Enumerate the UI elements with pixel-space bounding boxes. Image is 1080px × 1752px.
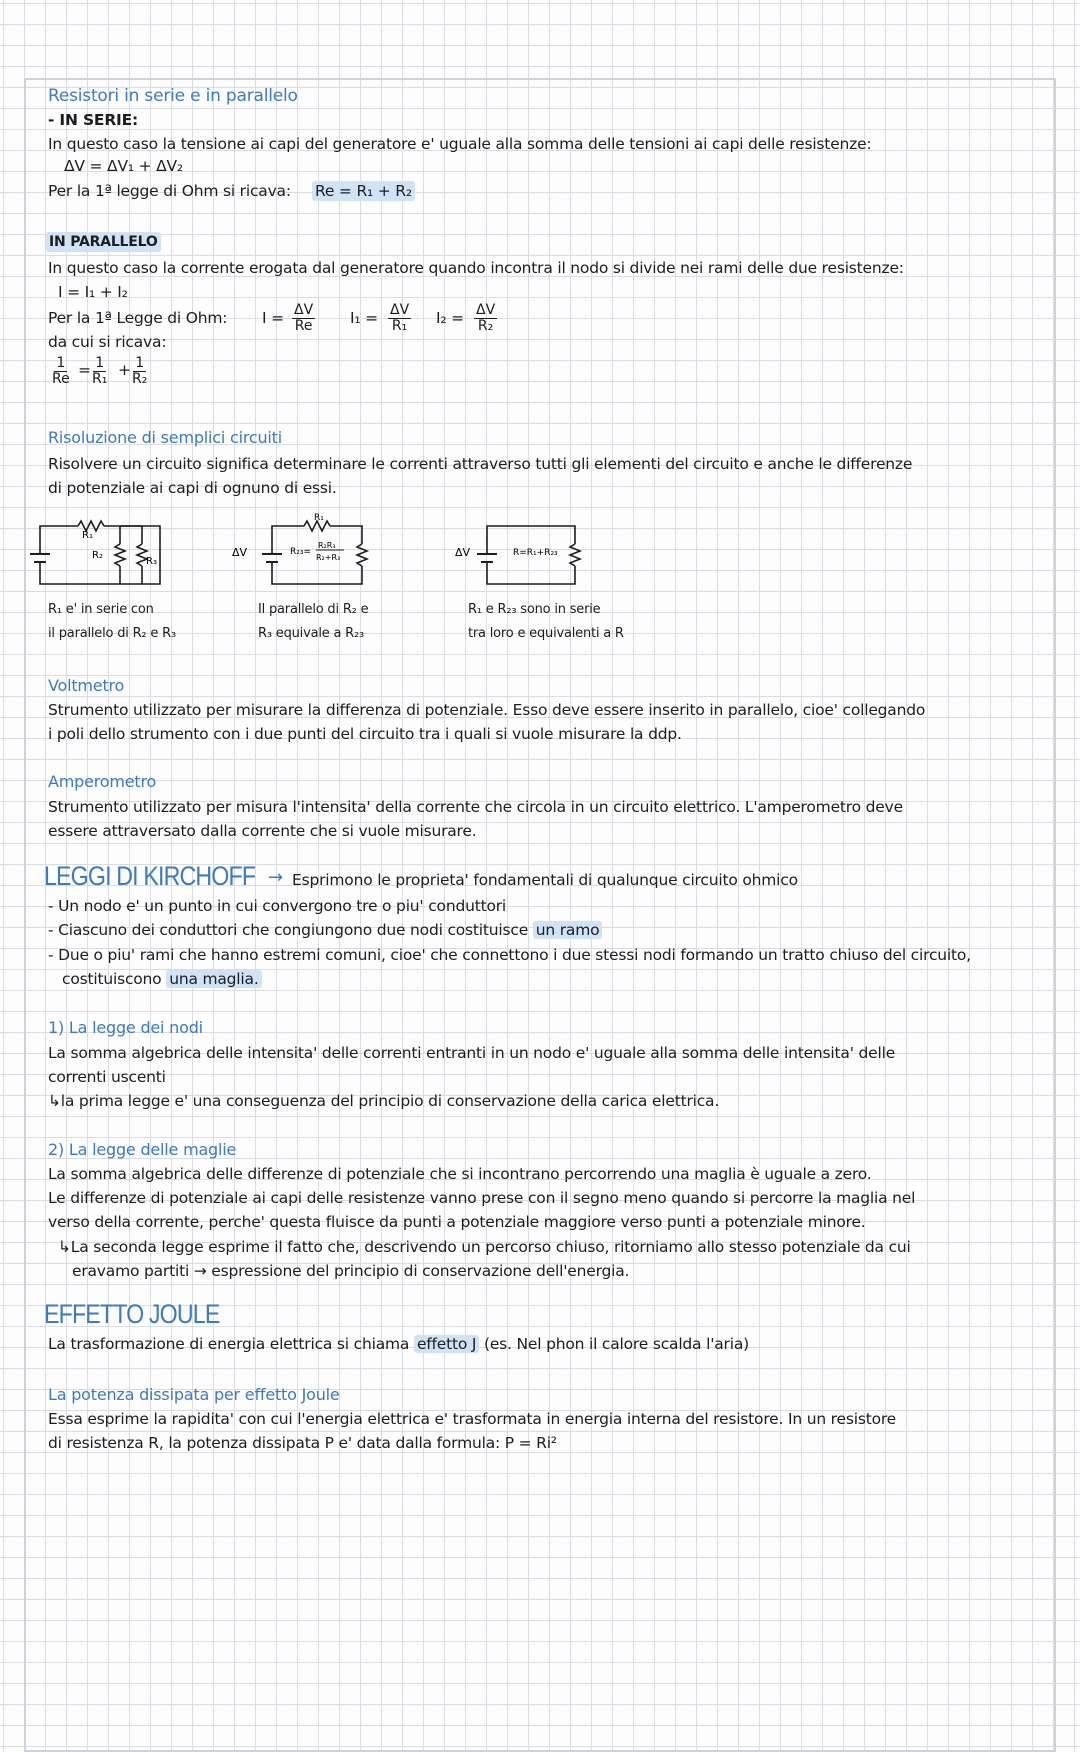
legge-nodi-line1: La somma algebrica delle intensita' delle correnti entranti in un nodo e' uguale alla somma delle intensita' delle — [48, 1044, 896, 1062]
potenza-line2: di resistenza R, la potenza dissipata P e' data dalla formula: P = Ri² — [48, 1434, 557, 1452]
kirchoff-bullet-nodo: - Un nodo e' un punto in cui convergono tre o piu' conduttori — [48, 897, 507, 915]
circuit2-caption1: Il parallelo di R₂ e — [258, 602, 369, 617]
eq-i1-lhs: I₁ = — [350, 309, 378, 327]
parallel-formula: I = I₁ + I₂ — [58, 283, 128, 301]
section-title-risoluzione: Risoluzione di semplici circuiti — [48, 428, 282, 447]
res-frac-c — [132, 356, 147, 387]
section-title-amperometro: Amperometro — [48, 772, 157, 791]
res-frac-c-num: 1 — [135, 355, 145, 371]
section-title-potenza-dissipata: La potenza dissipata per effetto Joule — [48, 1385, 340, 1404]
series-result: Re = R₁ + R₂ — [312, 181, 415, 201]
eq-i-num: ΔV — [294, 302, 314, 318]
res-frac-b-num: 1 — [95, 355, 105, 371]
kirchoff-bullet-maglia-text: costituiscono — [62, 970, 162, 988]
legge-maglie-line2: Le differenze di potenziale ai capi delle resistenze vanno prese con il segno meno quando si percorre la maglia nel — [48, 1189, 916, 1207]
c2-r23-num: R₂R₃ — [318, 541, 336, 550]
res-frac-a — [52, 356, 70, 387]
res-frac-c-den: R₂ — [132, 371, 148, 387]
section-title-legge-maglie: 2) La legge delle maglie — [48, 1140, 237, 1159]
risoluzione-line1: Risolvere un circuito significa determinare le correnti attraverso tutti gli elementi del circuito e anche le differenze — [48, 455, 913, 473]
legge-nodi-line3: ↳la prima legge e' una conseguenza del principio di conservazione della carica elettrica. — [48, 1092, 720, 1110]
c1-r3: R₃ — [146, 556, 157, 567]
section-title-voltmetro: Voltmetro — [48, 676, 125, 695]
amperometro-line2: essere attraversato dalla corrente che si vuole misurare. — [48, 822, 477, 840]
res-frac-a-den: Re — [52, 371, 70, 387]
eq-i1-den: R₁ — [391, 318, 408, 334]
parallel-ohm-text: Per la 1ª Legge di Ohm: — [48, 309, 228, 327]
section-title-legge-nodi: 1) La legge dei nodi — [48, 1018, 203, 1037]
kirchoff-arrow: → — [268, 867, 283, 888]
c2-dv: ΔV — [232, 546, 248, 559]
kirchoff-bullet-maglia-line1: - Due o piu' rami che hanno estremi comuni, cioe' che connettono i due stessi nodi formando un tratto chiuso del circuito, — [48, 946, 971, 964]
effetto-joule-hl: effetto J — [414, 1335, 479, 1353]
res-plus: + — [118, 361, 131, 379]
series-text: In questo caso la tensione ai capi del generatore e' uguale alla somma delle tensioni ai capi delle resistenze: — [48, 135, 872, 153]
circuit-diagram-3 — [455, 508, 625, 588]
kirchoff-bullet-maglia-hl: una maglia. — [166, 970, 261, 988]
legge-maglie-line1: La somma algebrica delle differenze di potenziale che si incontrano percorrendo una maglia è uguale a zero. — [48, 1165, 872, 1183]
eq-i2-frac — [474, 303, 497, 334]
c2-r1: R₁ — [314, 513, 324, 523]
res-frac-b — [92, 356, 107, 387]
section-title-effetto-joule: EFFETTO JOULE — [44, 1299, 220, 1329]
amperometro-line1: Strumento utilizzato per misura l'intensita' della corrente che circola in un circuito elettrico. L'amperometro deve — [48, 798, 903, 816]
section-title-resistori: Resistori in serie e in parallelo — [48, 86, 298, 106]
parallel-derive-text: da cui si ricava: — [48, 333, 167, 351]
legge-maglie-line5: eravamo partiti → espressione del principio di conservazione dell'energia. — [72, 1262, 630, 1280]
kirchoff-bullet-ramo-text: - Ciascuno dei conduttori che congiungono due nodi costituisce — [48, 921, 529, 939]
effetto-joule-line — [48, 1334, 749, 1354]
legge-nodi-line2: correnti uscenti — [48, 1068, 166, 1086]
series-ohm-text: Per la 1ª legge di Ohm si ricava: — [48, 182, 291, 200]
voltmetro-line1: Strumento utilizzato per misurare la differenza di potenziale. Esso deve essere inserito in parallelo, cioe' collegando — [48, 701, 926, 719]
eq-i-lhs: I = — [262, 309, 284, 327]
c3-dv: ΔV — [455, 546, 471, 559]
circuit-diagram-1 — [30, 508, 190, 588]
effetto-joule-text-post: (es. Nel phon il calore scalda l'aria) — [484, 1335, 749, 1353]
series-formula: ΔV = ΔV₁ + ΔV₂ — [64, 157, 183, 175]
kirchoff-bullet-ramo-hl: un ramo — [533, 921, 603, 939]
c1-r2: R₂ — [92, 550, 103, 561]
res-eq: = — [78, 361, 91, 379]
parallel-heading: IN PARALLELO — [46, 232, 161, 252]
kirchoff-subtitle: Esprimono le proprieta' fondamentali di qualunque circuito ohmico — [292, 871, 798, 889]
c2-r23: R₂₃= — [290, 547, 312, 557]
legge-maglie-line4: ↳La seconda legge esprime il fatto che, descrivendo un percorso chiuso, ritorniamo allo stesso potenziale da cui — [58, 1238, 911, 1256]
circuit2-caption2: R₃ equivale a R₂₃ — [258, 626, 365, 641]
circuit3-caption1: R₁ e R₂₃ sono in serie — [468, 602, 601, 617]
voltmetro-line2: i poli dello strumento con i due punti del circuito tra i quali si vuole misurare la ddp. — [48, 725, 682, 743]
circuit3-caption2: tra loro e equivalenti a R — [468, 626, 624, 641]
series-heading: - IN SERIE: — [48, 111, 139, 129]
parallel-text: In questo caso la corrente erogata dal generatore quando incontra il nodo si divide nei rami delle due resistenze: — [48, 259, 904, 277]
eq-i-den: Re — [294, 318, 313, 334]
res-frac-b-den: R₁ — [92, 371, 108, 387]
eq-i-frac — [292, 303, 315, 334]
kirchoff-bullet-ramo — [48, 920, 602, 940]
circuit-diagram-2 — [232, 508, 392, 588]
kirchoff-bullet-maglia-line2 — [62, 969, 262, 989]
c3-r: R=R₁+R₂₃ — [513, 548, 558, 558]
res-frac-a-num: 1 — [56, 355, 66, 371]
c1-r1: R₁ — [82, 530, 93, 541]
section-title-kirchoff: LEGGI DI KIRCHOFF — [44, 861, 256, 891]
effetto-joule-text-pre: La trasformazione di energia elettrica si chiama — [48, 1335, 410, 1353]
potenza-line1: Essa esprime la rapidita' con cui l'energia elettrica e' trasformata in energia interna del resistore. In un resistore — [48, 1410, 897, 1428]
circuit1-caption2: il parallelo di R₂ e R₃ — [48, 626, 176, 641]
eq-i1-frac — [388, 303, 411, 334]
eq-i2-lhs: I₂ = — [436, 309, 464, 327]
risoluzione-line2: di potenziale ai capi di ognuno di essi. — [48, 479, 337, 497]
circuit1-caption1: R₁ e' in serie con — [48, 602, 154, 617]
legge-maglie-line3: verso della corrente, perche' questa fluisce da punti a potenziale maggiore verso punti a potenziale minore. — [48, 1213, 866, 1231]
eq-i2-den: R₂ — [477, 318, 494, 334]
c2-r23-den: R₂+R₃ — [316, 553, 341, 562]
eq-i1-num: ΔV — [390, 302, 410, 318]
eq-i2-num: ΔV — [476, 302, 496, 318]
